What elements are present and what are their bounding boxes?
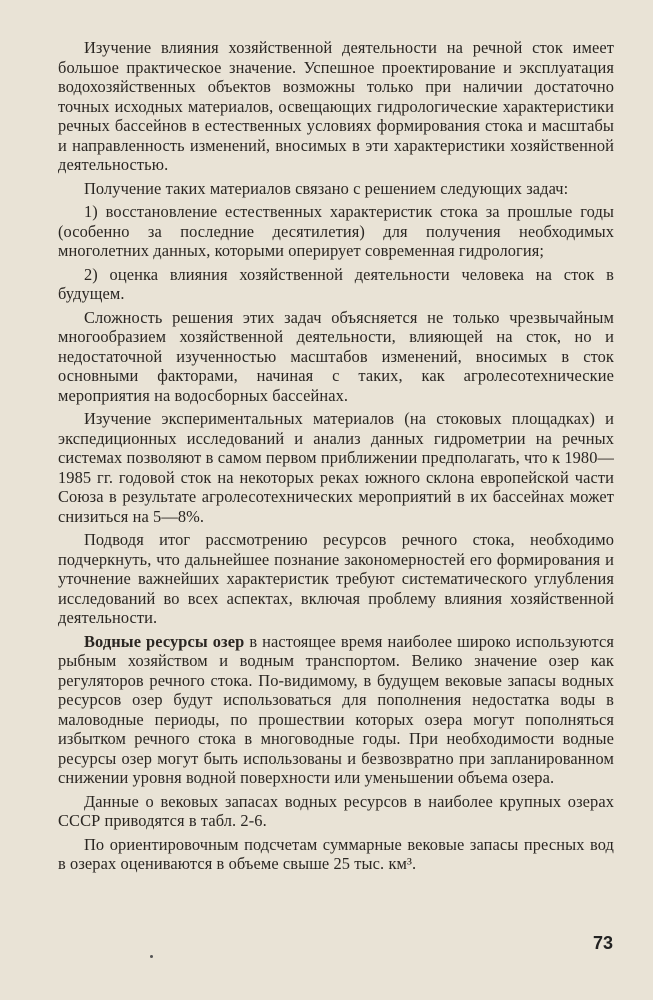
print-speck (150, 955, 153, 958)
page-body (58, 38, 614, 878)
paragraph-2: Получение таких материалов связано с решением следующих задач: (84, 178, 569, 198)
paragraph-item-1: 1) восстановление естественных характеристик стока за прошлые годы (особенно за последние десятилетия) для получения необходимых многолетних данных, которыми оперирует современная гидрология; (58, 202, 614, 260)
paragraph-1: Изучение влияния хозяйственной деятельности на речной сток имеет большое практическое значение. Успешное проектирование и эксплуатация водохозяйственных объектов возможны только при наличии достаточно точных исходных материалов, освещающих гидрологические характеристики речных бассейнов в естественных условиях формирования стока и масштабы и направленность изменений, вносимых в эти характеристики хозяйственной деятельностью. (58, 38, 614, 174)
paragraph-8-text: в настоящее время наиболее широко используются рыбным хозяйством и водным транспортом. Велико значение озер как регуляторов речного стока. По-видимому, в будущем вековые запасы водных ресурсов озер будут использоваться для пополнения недостатка воды в маловодные периоды, по прошествии которых озера могут пополняться избытком речного стока в многоводные годы. При необходимости водные ресурсы озер могут быть использованы и безвозвратно при запланированном снижении уровня водной поверхности или уменьшении объема озера. (58, 631, 615, 787)
page-number: 73 (592, 933, 613, 953)
paragraph-7: Подводя итог рассмотрению ресурсов речного стока, необходимо подчеркнуть, что дальнейшее познание закономерностей его формирования и уточнение важнейших характеристик требуют систематического углубления исследований во всех аспектах, включая проблему влияния хозяйственной деятельности. (58, 530, 614, 627)
paragraph-6: Изучение экспериментальных материалов (на стоковых площадках) и экспедиционных исследований и анализ данных гидрометрии на речных системах позволяют в самом первом приближении предполагать, что к 1980—1985 гг. годовой сток на некоторых реках южного склона европейской части Союза в результате агролесотехнических мероприятий в их бассейнах может снизиться на 5—8%. (58, 409, 614, 526)
paragraph-8 (58, 632, 614, 788)
paragraph-item-2: 2) оценка влияния хозяйственной деятельности человека на сток в будущем. (58, 264, 614, 303)
paragraph-5: Сложность решения этих задач объясняется не только чрезвычайным многообразием хозяйственной деятельности, влияющей на сток, но и недостаточной изученностью масштабов изменений, вносимых в сток основными факторами, начиная с таких, как агролесотехнические мероприятия на водосборных бассейнах. (58, 307, 614, 405)
paragraph-9: Данные о вековых запасах водных ресурсов в наиболее крупных озерах СССР приводятся в табл. 2-6. (58, 791, 614, 830)
section-lead-term: Водные ресурсы озер (84, 631, 245, 651)
paragraph-10: По ориентировочным подсчетам суммарные вековые запасы пресных вод в озерах оцениваются в объеме свыше 25 тыс. км³. (58, 834, 614, 873)
